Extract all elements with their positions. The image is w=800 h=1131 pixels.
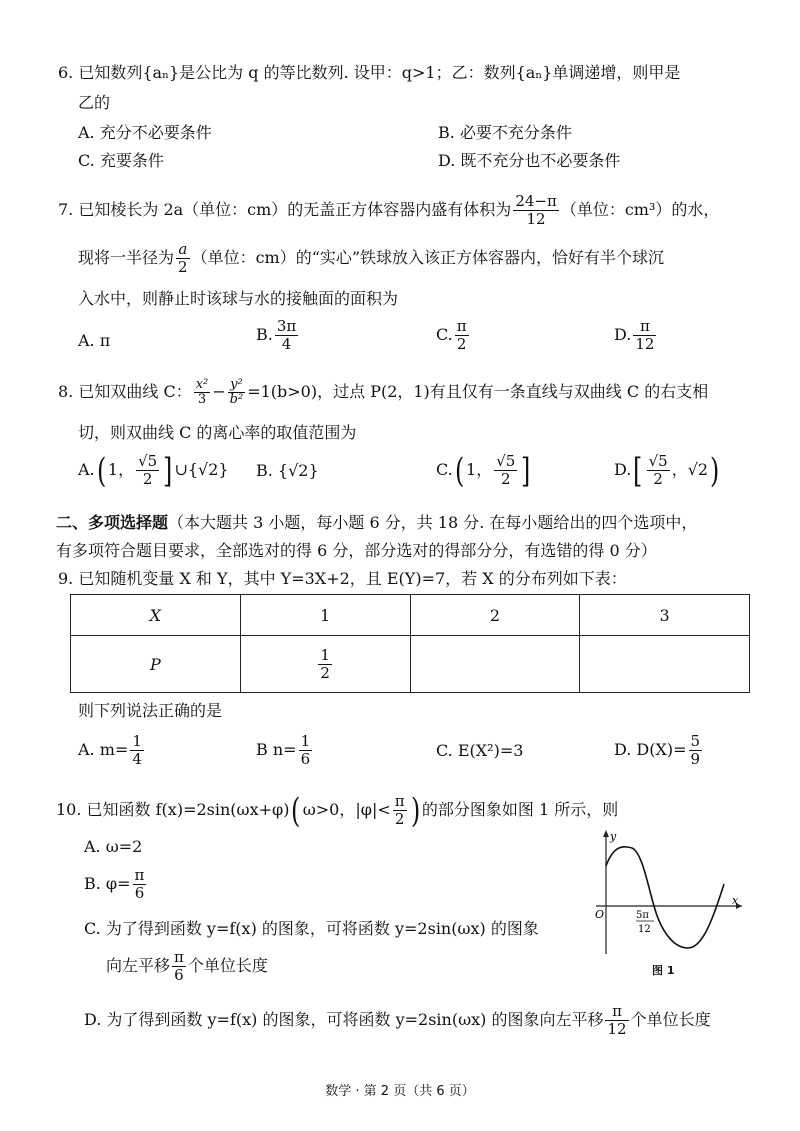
question-8: 8. 已知双曲线 C： $\frac{\text{x²}}{3}$ − $\frac{\text{y²}}{\text{b²}}$ =1(b>0)，过点 P(2，1)有且仅有一条直线与双曲线 C 的右支相: [58, 377, 709, 407]
q9-option-c: C. E(X²)=3: [436, 741, 524, 760]
page-footer: 数学 · 第 2 页（共 6 页）: [325, 1084, 475, 1099]
section-2-heading: 二、多项选择题（本大题共 3 小题，每小题 6 分，共 18 分. 在每小题给出的四个选项中，: [56, 513, 698, 532]
volume-fraction: $\frac{24-\pi}{12}$: [515, 192, 557, 228]
question-7: 7. 已知棱长为 2a（单位：cm）的无盖正方体容器内盛有体积为 $\frac{24-\pi}{12}$ （单位：cm³）的水，: [58, 192, 720, 228]
question-number: 10.: [56, 800, 82, 819]
sine-graph-figure: [592, 826, 752, 958]
q9-option-d: D. D(X)= $\frac{5}{9}$: [614, 732, 701, 768]
sine-curve: [606, 847, 724, 948]
q6-option-c: C. 充要条件: [78, 151, 164, 170]
question-6: [58, 62, 680, 84]
question-text: 已知数列{aₙ}是公比为 q 的等比数列. 设甲：q>1；乙：数列{aₙ}单调递增，则甲是: [78, 63, 681, 82]
section-title: 二、多项选择题: [56, 513, 169, 532]
q9-option-a: A. m= $\frac{1}{4}$: [78, 732, 142, 768]
question-number: 7.: [58, 200, 74, 219]
question-7-line2: 现将一半径为 $\frac{a}{2}$ （单位：cm）的“实心”铁球放入该正方体容器内，恰好有半个球沉: [78, 240, 665, 276]
q7-option-d: D. $\frac{\pi}{12}$: [614, 317, 655, 353]
question-7-line3: 入水中，则静止时该球与水的接触面的面积为: [78, 289, 399, 308]
tick-label-numerator: 5π: [636, 910, 649, 921]
q10-option-a: A. ω=2: [84, 837, 143, 856]
question-9: [58, 568, 627, 590]
question-8-line2: 切，则双曲线 C 的离心率的取值范围为: [78, 423, 357, 442]
tick-label-denominator: 12: [638, 924, 651, 935]
question-text: 已知棱长为 2a（单位：cm）的无盖正方体容器内盛有体积为: [78, 200, 512, 219]
y-axis-arrow: [603, 830, 609, 837]
table-row: X 1 2 3: [71, 595, 750, 636]
q9-option-b: B n= $\frac{1}{6}$: [256, 732, 311, 768]
q7-option-b: B. $\frac{3\pi}{4}$: [256, 317, 297, 353]
q10-option-b: B. φ= $\frac{\pi}{6}$: [84, 866, 145, 902]
q6-option-d: D. 既不充分也不必要条件: [438, 151, 621, 170]
q8-option-d: D.[ $\frac{√5}{2}$ ，√2): [614, 450, 720, 491]
origin-label: O: [595, 908, 605, 921]
section-2-desc: 有多项符合题目要求，全部选对的得 6 分，部分选对的得部分分，有选错的得 0 分）: [56, 541, 657, 560]
question-number: 8.: [58, 382, 74, 401]
y-axis-label: y: [610, 830, 617, 843]
x-axis-label: x: [732, 894, 739, 907]
question-number: 9.: [58, 569, 74, 588]
q8-option-a: A.( 1， $\frac{√5}{2}$ ] ∪{√2}: [78, 450, 229, 491]
q10-option-c-line2: 向左平移 $\frac{\pi}{6}$ 个单位长度: [106, 948, 268, 984]
q6-option-b: B. 必要不充分条件: [438, 123, 572, 142]
question-9-after: 则下列说法正确的是: [78, 701, 223, 720]
question-number: 6.: [58, 63, 74, 82]
question-6-cont: 乙的: [78, 93, 111, 112]
figure-caption: 图 1: [652, 964, 675, 977]
question-text: 已知随机变量 X 和 Y，其中 Y=3X+2，且 E(Y)=7，若 X 的分布列如下表：: [78, 569, 627, 588]
q8-option-c: C.( 1， $\frac{√5}{2}$ ]: [436, 450, 531, 491]
q6-option-a: A. 充分不必要条件: [78, 123, 212, 142]
distribution-table: [70, 594, 750, 693]
question-10: 10. 已知函数 f(x)=2sin(ωx+φ)( ω>0，|φ|< $\frac{\pi}{2}$ ) 的部分图象如图 1 所示，则: [56, 790, 619, 831]
q10-option-c-line1: C. 为了得到函数 y=f(x) 的图象，可将函数 y=2sin(ωx) 的图象: [84, 919, 539, 938]
q7-option-a: A. π: [78, 331, 111, 350]
q10-option-d: D. 为了得到函数 y=f(x) 的图象，可将函数 y=2sin(ωx) 的图象向左平移 $\frac{\pi}{12}$ 个单位长度: [84, 1002, 711, 1038]
radius-fraction: $\frac{a}{2}$: [178, 240, 188, 276]
q8-option-b: B. {√2}: [256, 461, 319, 480]
q7-option-c: C. $\frac{\pi}{2}$: [436, 317, 467, 353]
table-row: P $\frac{1}{2}$: [71, 636, 750, 693]
